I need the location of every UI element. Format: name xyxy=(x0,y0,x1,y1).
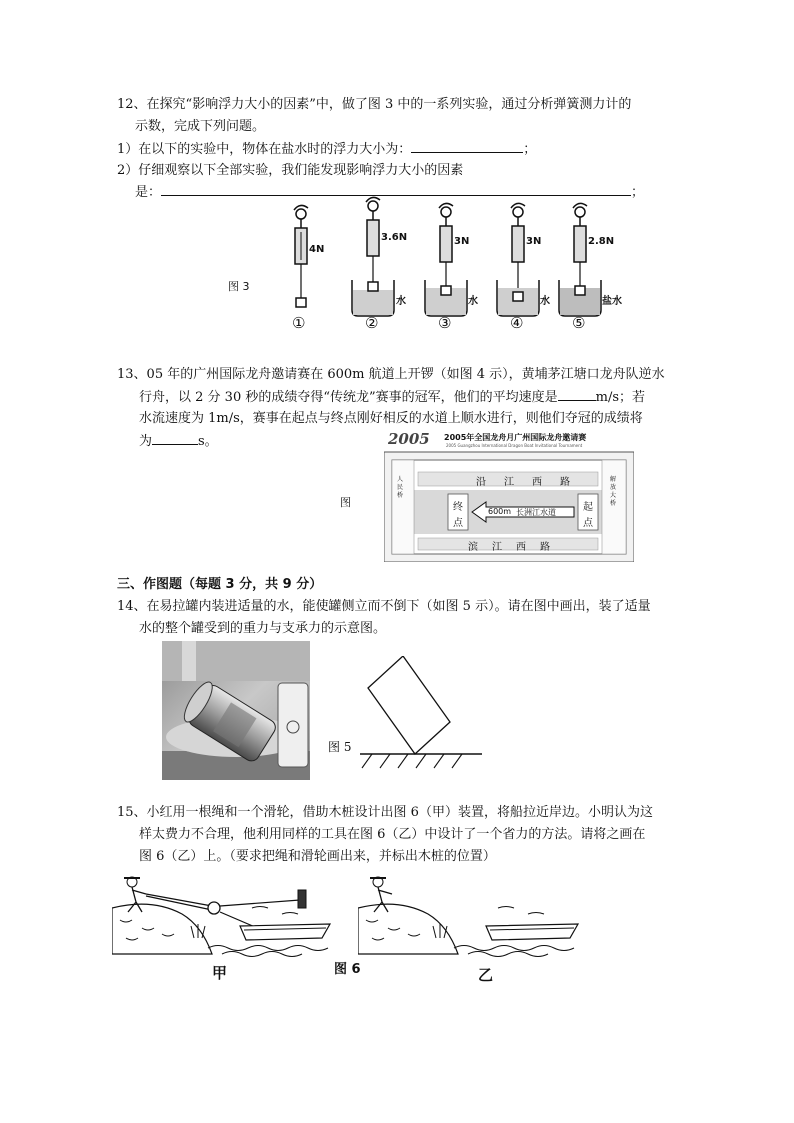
reading-5: 2.8N xyxy=(588,236,615,247)
top-road-4: 路 xyxy=(560,477,570,488)
circled-1: ① xyxy=(292,314,306,332)
figure-4-map xyxy=(384,432,634,562)
top-road-3: 西 xyxy=(532,477,542,488)
figure-5-drawing xyxy=(358,656,482,774)
q14-line2: 水的整个罐受到的重力与支承力的示意图。 xyxy=(139,621,387,636)
q13-line3: 水流速度为 1m/s，赛事在起点与终点刚好相反的水道上顺水进行，则他们夺冠的成绩将 xyxy=(139,411,643,426)
bottom-road-2: 江 xyxy=(492,542,502,553)
figure-6-label: 图 6 xyxy=(334,962,361,977)
finish-1: 终 xyxy=(453,502,463,513)
figure-6-right-drawing xyxy=(358,868,590,958)
q12-answer-blank-2[interactable] xyxy=(161,183,631,196)
q13-line4-prefix: 为 xyxy=(139,434,153,449)
figure-6-left-drawing xyxy=(112,868,340,958)
section-3-heading: 三、作图题（每题 3 分，共 9 分） xyxy=(117,577,323,592)
q15-line3: 图 6（乙）上。（要求把绳和滑轮画出来，并标出木桩的位置） xyxy=(139,849,496,864)
liquid-5: 盐水 xyxy=(602,296,622,307)
reading-1: 4N xyxy=(309,244,325,255)
can-photo-drawing xyxy=(162,641,310,780)
bottom-road-1: 滨 xyxy=(468,542,478,553)
start-2: 点 xyxy=(583,518,593,529)
bottom-road-4: 路 xyxy=(540,542,550,553)
start-1: 起 xyxy=(583,502,593,513)
scale-2 xyxy=(352,197,394,316)
right-side-label: 解放大桥 xyxy=(610,476,617,507)
liquid-4: 水 xyxy=(540,296,550,307)
figure-6-right xyxy=(358,868,590,958)
liquid-2: 水 xyxy=(396,296,406,307)
q12-line2: 示数，完成下列问题。 xyxy=(135,119,266,134)
bottom-road-3: 西 xyxy=(516,542,526,553)
q14-line1: 14、在易拉罐内装进适量的水，能使罐侧立而不倒下（如图 5 示）。请在图中画出，装了适量 xyxy=(117,599,651,614)
figure-6-left xyxy=(112,868,340,958)
q12-answer-blank-1[interactable] xyxy=(411,140,523,153)
circled-3: ③ xyxy=(438,314,452,332)
q12-sub1-text: 1）在以下的实验中，物体在盐水时的浮力大小为： xyxy=(117,142,412,157)
q13-time-blank[interactable] xyxy=(152,432,198,445)
channel-name: 长洲江水道 xyxy=(516,508,556,517)
reading-3: 3N xyxy=(454,236,470,247)
q15-line2: 样太费力不合理，他利用同样的工具在图 6（乙）中设计了一个省力的方法。请将之画在 xyxy=(139,827,646,842)
figure-3-label: 图 3 xyxy=(228,280,250,293)
map-logo: 2005 xyxy=(388,430,430,448)
q12-sub2-prefix: 是： xyxy=(135,185,162,200)
q13-line4 xyxy=(139,432,218,451)
q12-sub1 xyxy=(117,140,536,159)
reading-2: 3.6N xyxy=(381,232,408,243)
circled-5: ⑤ xyxy=(572,314,586,332)
scale-3 xyxy=(425,203,470,316)
scale-5 xyxy=(559,203,601,316)
top-road-1: 沿 xyxy=(476,477,486,488)
q13-line2-text: 行舟，以 2 分 30 秒的成绩夺得“传统龙”赛事的冠军，他们的平均速度是 xyxy=(139,390,558,405)
figure-4-label: 图 xyxy=(340,496,351,509)
q12-sub2-end: ； xyxy=(631,185,645,200)
left-side-label: 人民桥 xyxy=(397,476,404,499)
q12-sub2: 2）仔细观察以下全部实验，我们能发现影响浮力大小的因素 xyxy=(117,163,464,178)
figure-5-diagram xyxy=(358,656,482,774)
top-road-2: 江 xyxy=(504,477,514,488)
liquid-3: 水 xyxy=(468,296,478,307)
scale-1 xyxy=(294,205,308,307)
q13-line2-end: m/s；若 xyxy=(595,390,646,405)
circled-4: ④ xyxy=(510,314,524,332)
figure-6-label-left: 甲 xyxy=(212,964,228,982)
finish-2: 点 xyxy=(453,518,463,529)
scale-4 xyxy=(497,203,542,316)
circled-2: ② xyxy=(365,314,379,332)
q13-speed-blank[interactable] xyxy=(558,388,596,401)
q15-line1: 15、小红用一根绳和一个滑轮，借助木桩设计出图 6（甲）装置，将船拉近岸边。小明认为这 xyxy=(117,805,653,820)
q13-line2 xyxy=(139,388,645,407)
course-length: 600m xyxy=(488,507,512,516)
reading-4: 3N xyxy=(526,236,542,247)
can-photo xyxy=(162,641,310,780)
q13-line1: 13、05 年的广州国际龙舟邀请赛在 600m 航道上开锣（如图 4 示），黄埔茅江塘口龙舟队逆水 xyxy=(117,367,665,382)
figure-6-label-right: 乙 xyxy=(478,966,494,984)
figure-5-label: 图 5 xyxy=(328,740,352,754)
q12-sub1-end: ； xyxy=(523,142,537,157)
q12-line1: 12、在探究“影响浮力大小的因素”中，做了图 3 中的一系列实验，通过分析弹簧测力计的 xyxy=(117,97,632,112)
map-subtitle: 2005 Guangzhou International Dragon Boat Invitational Tournament xyxy=(446,443,583,448)
map-drawing xyxy=(384,432,634,562)
map-title: 2005年全国龙舟月广州国际龙舟邀请赛 xyxy=(444,433,587,442)
figure-3 xyxy=(228,196,638,336)
q13-line4-end: s。 xyxy=(198,434,218,449)
